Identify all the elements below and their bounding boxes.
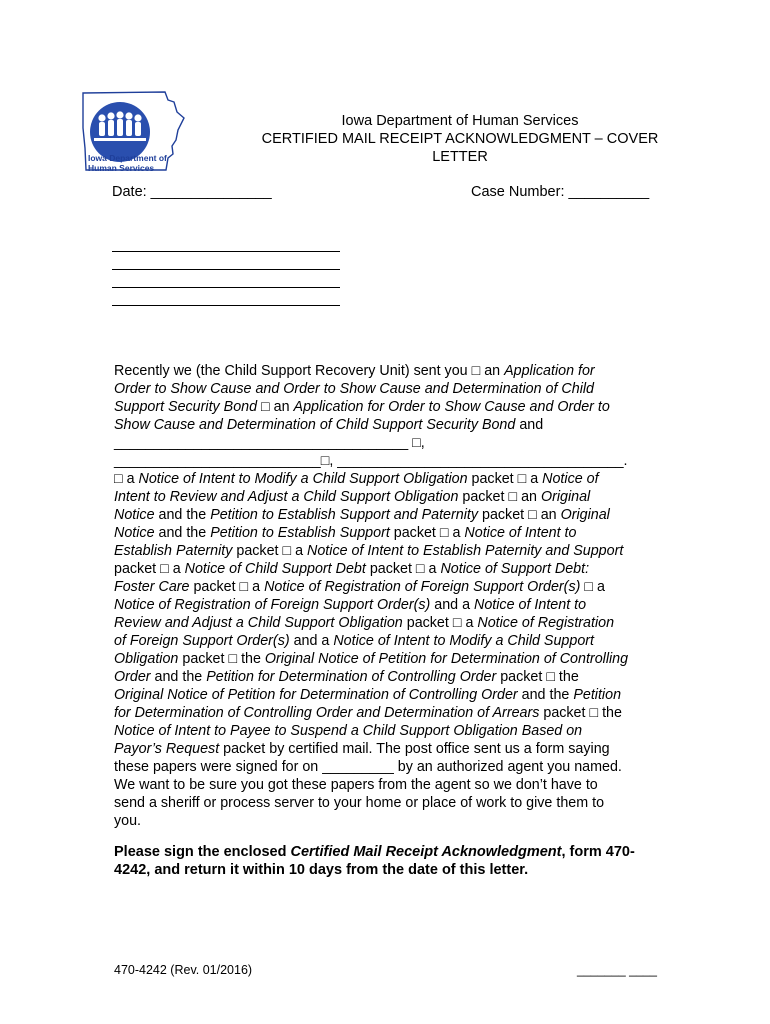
italic-segment: Notice of Registration of Foreign Support Order(s) — [264, 579, 581, 595]
address-line — [112, 251, 340, 252]
italic-segment: Notice of Intent to Modify a Child Support Obligation — [138, 471, 468, 487]
text-segment: □ an — [257, 399, 294, 415]
text-segment: and the — [154, 525, 211, 541]
text-segment: packet □ a — [232, 543, 308, 559]
text-segment: packet □ the — [539, 705, 622, 721]
text-segment: Recently we (the Child Support Recovery Unit) sent you □ an — [114, 363, 505, 379]
text-segment: packet □ a — [402, 615, 478, 631]
text-segment: and a — [289, 633, 334, 649]
italic-segment: Foster Care — [114, 579, 190, 595]
address-line — [112, 305, 340, 306]
address-line — [112, 287, 340, 288]
text-segment: packet □ a — [467, 471, 543, 487]
italic-segment: Notice of Registration — [477, 615, 615, 631]
body-line — [114, 506, 666, 524]
body-line — [114, 758, 666, 776]
letter-body — [114, 362, 666, 830]
body-line — [114, 578, 666, 596]
body-line — [114, 776, 666, 794]
italic-segment: Order to Show Cause and Order to Show Cause and Determination of Child — [114, 381, 594, 397]
italic-segment: Petition to Establish Support and Paternity — [210, 507, 479, 523]
body-line — [114, 686, 666, 704]
italic-segment: Notice of Support Debt: — [440, 561, 590, 577]
instructions-text: 4242, and return it within 10 days from the date of this letter. — [114, 862, 529, 878]
text-segment: packet □ an — [458, 489, 541, 505]
text-segment: packet □ an — [478, 507, 561, 523]
italic-segment: Payor’s Request — [114, 741, 220, 757]
text-segment: packet □ a — [389, 525, 465, 541]
italic-segment: Support Security Bond — [114, 399, 258, 415]
italic-segment: Notice of Registration of Foreign Support Order(s) — [114, 597, 431, 613]
body-line — [114, 452, 666, 470]
italic-segment: Show Cause and Determination of Child Support Security Bond — [114, 417, 516, 433]
instructions-text: Please sign the enclosed — [114, 844, 291, 860]
text-segment: and the — [150, 669, 207, 685]
text-segment: and — [515, 417, 544, 433]
italic-segment: Notice of Intent to — [474, 597, 587, 613]
body-line — [114, 668, 666, 686]
body-line — [114, 380, 666, 398]
document-title: CERTIFIED MAIL RECEIPT ACKNOWLEDGMENT – COVER — [261, 131, 659, 147]
italic-segment: Application for Order to Show Cause and Order to — [293, 399, 610, 415]
date-field: Date: _______________ — [112, 184, 272, 200]
text-segment: packet □ a — [189, 579, 265, 595]
text-segment: □ a — [580, 579, 605, 595]
text-segment: packet □ a — [365, 561, 441, 577]
italic-segment: Notice of Intent to Modify a Child Support — [333, 633, 595, 649]
text-segment: send a sheriff or process server to your home or place of work to give them to — [114, 795, 605, 811]
italic-segment: Original Notice of Petition for Determination of Controlling — [264, 651, 629, 667]
body-line — [114, 614, 666, 632]
italic-segment: Review and Adjust a Child Support Obligation — [114, 615, 403, 631]
body-line — [114, 524, 666, 542]
italic-segment: Notice of Intent to Payee to Suspend a Child Support Obligation Based on — [114, 723, 583, 739]
italic-segment: Original — [560, 507, 610, 523]
body-line — [114, 416, 666, 434]
body-line — [114, 632, 666, 650]
italic-segment: Petition for Determination of Controlling Order — [206, 669, 497, 685]
document-title-cont: LETTER — [432, 149, 488, 165]
body-line — [114, 470, 666, 488]
body-line — [114, 362, 666, 380]
italic-segment: Petition — [573, 687, 622, 703]
body-line — [114, 488, 666, 506]
body-line — [114, 722, 666, 740]
form-number: 470-4242 (Rev. 01/2016) — [114, 963, 253, 977]
italic-segment: Notice of Intent to Establish Paternity and Support — [307, 543, 624, 559]
logo-caption: Iowa Department of Human Services — [88, 153, 167, 173]
initials-line: _______ ____ — [577, 963, 657, 977]
italic-segment: Obligation — [114, 651, 179, 667]
italic-segment: for Determination of Controlling Order and Determination of Arrears — [114, 705, 540, 721]
italic-segment: Intent to Review and Adjust a Child Support Obligation — [114, 489, 459, 505]
italic-segment: Notice — [114, 525, 155, 541]
text-segment: you. — [114, 813, 142, 829]
text-segment: □ a — [114, 471, 139, 487]
form-name: Certified Mail Receipt Acknowledgment — [290, 844, 562, 860]
instructions-text: , form 470- — [561, 844, 635, 860]
text-segment: and a — [430, 597, 474, 613]
text-segment: and the — [517, 687, 574, 703]
text-segment: packet □ a — [114, 561, 185, 577]
body-line — [114, 704, 666, 722]
body-line — [114, 650, 666, 668]
text-segment: packet □ the — [178, 651, 265, 667]
italic-segment: Order — [114, 669, 151, 685]
italic-segment: Establish Paternity — [114, 543, 233, 559]
body-line — [114, 812, 666, 830]
italic-segment: Application for — [504, 363, 595, 379]
body-line — [114, 740, 666, 758]
italic-segment: Notice of — [542, 471, 599, 487]
body-line — [114, 794, 666, 812]
body-line — [114, 398, 666, 416]
italic-segment: Original Notice of Petition for Determination of Controlling Order — [114, 687, 518, 703]
text-segment: packet by certified mail. The post office sent us a form saying — [219, 741, 610, 757]
italic-segment: Notice of Intent to — [464, 525, 577, 541]
body-line — [114, 560, 666, 578]
text-segment: __________________________□, ____________________________________. — [114, 453, 628, 469]
agency-name: Iowa Department of Human Services — [341, 113, 579, 129]
instructions-paragraph — [114, 843, 674, 879]
body-line — [114, 434, 666, 452]
address-line — [112, 269, 340, 270]
text-segment: these papers were signed for on _________ by an authorized agent you named. — [114, 759, 622, 775]
italic-segment: Notice — [114, 507, 155, 523]
italic-segment: Petition to Establish Support — [210, 525, 390, 541]
case-number-field: Case Number: __________ — [471, 184, 650, 200]
text-segment: _____________________________________ □, — [114, 435, 425, 451]
body-line — [114, 542, 666, 560]
italic-segment: Original — [540, 489, 591, 505]
italic-segment: of Foreign Support Order(s) — [114, 633, 290, 649]
italic-segment: Notice of Child Support Debt — [184, 561, 366, 577]
text-segment: packet □ the — [496, 669, 579, 685]
text-segment: and the — [154, 507, 211, 523]
body-line — [114, 596, 666, 614]
text-segment: We want to be sure you got these papers from the agent so we don’t have to — [114, 777, 598, 793]
